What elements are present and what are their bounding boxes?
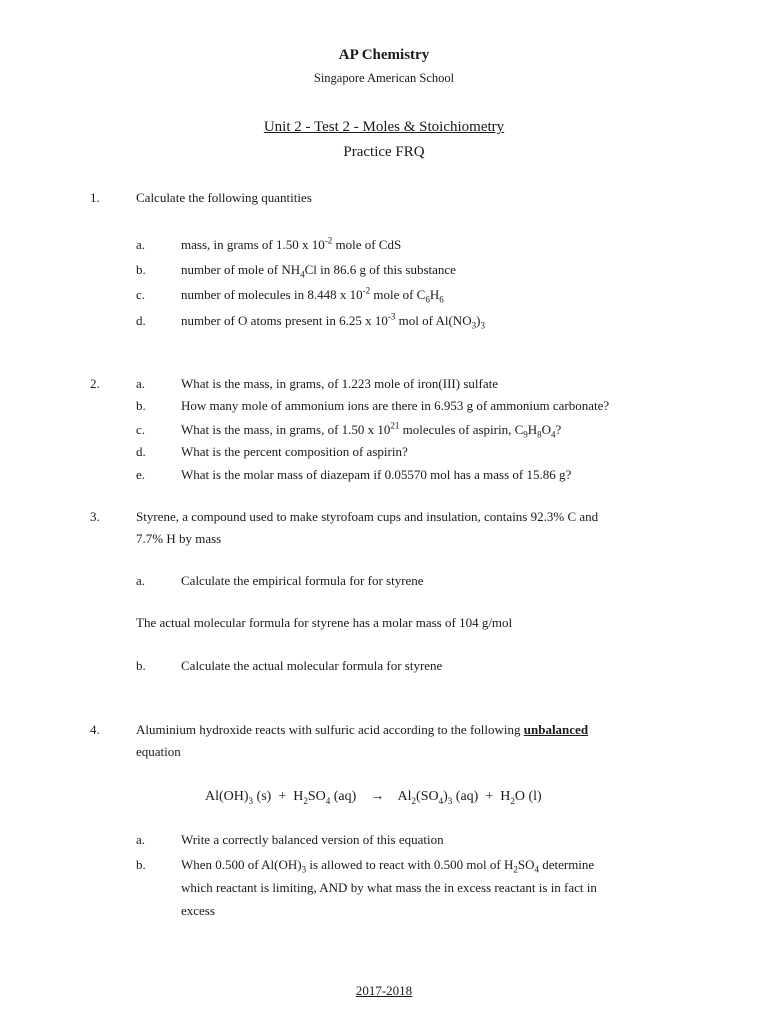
q1b-label: b.	[136, 262, 146, 277]
q4-line1: Aluminium hydroxide reacts with sulfuric acid according to the following unbalanced	[136, 722, 589, 737]
q1-intro: Calculate the following quantities	[136, 190, 312, 205]
school-name: Singapore American School	[313, 71, 455, 85]
q2c-text: What is the mass, in grams, of 1.50 x $10^{21}$ molecules of aspirin, $C_9H_8O_4$?	[181, 420, 562, 440]
q4-line2: equation	[136, 744, 181, 759]
q2d-text: What is the percent composition of aspirin?	[181, 444, 408, 459]
q2c-label: c.	[136, 422, 146, 437]
q3a-text: Calculate the empirical formula for for styrene	[181, 573, 424, 588]
q1c-text: number of molecules in 8.448 x $10^{-2}$ mole of $C_6H_6$	[181, 285, 444, 305]
q3b-label: b.	[136, 658, 146, 673]
q4b-line2: which reactant is limiting, AND by what mass the in excess reactant is in fact in	[181, 880, 597, 895]
q1a-label: a.	[136, 237, 146, 252]
course-title: AP Chemistry	[338, 47, 430, 63]
chemical-equation: $Al(OH)_3$ $(s) + H_2SO_4$ (aq) → $Al_2(SO_4)_3$ $(aq) + H_2O$ (l)	[205, 789, 542, 806]
q4b-line1: When 0.500 of $Al(OH)_3$ is allowed to react with 0.500 mol of $H_2SO_4$ determine	[181, 857, 595, 875]
q2-number: 2.	[90, 376, 100, 391]
q3-number: 3.	[90, 509, 100, 524]
footer-year: 2017-2018	[355, 983, 413, 998]
q4b-line3: excess	[181, 903, 215, 918]
q2e-label: e.	[136, 467, 146, 482]
q4b-label: b.	[136, 857, 146, 872]
q2d-label: d.	[136, 444, 146, 459]
reaction-arrow-icon: →	[370, 789, 385, 804]
q3-mid-text: The actual molecular formula for styrene has a molar mass of 104 g/mol	[136, 615, 513, 630]
q4-number: 4.	[90, 722, 100, 737]
unit-title: Unit 2 - Test 2 - Moles & Stoichiometry	[263, 119, 505, 135]
q4a-text: Write a correctly balanced version of this equation	[181, 832, 444, 847]
q2a-label: a.	[136, 376, 146, 391]
q1b-text: number of mole of $NH_4Cl$ in 86.6 g of this substance	[181, 262, 456, 280]
q2b-text: How many mole of ammonium ions are there in 6.953 g of ammonium carbonate?	[181, 398, 610, 413]
q3-line2: 7.7% H by mass	[136, 531, 222, 546]
q2a-text: What is the mass, in grams, of 1.223 mole of iron(III) sulfate	[181, 376, 498, 391]
q1-number: 1.	[90, 190, 100, 205]
q3-line1: Styrene, a compound used to make styrofoam cups and insulation, contains 92.3% C and	[136, 509, 599, 524]
q2b-label: b.	[136, 398, 146, 413]
q2e-text: What is the molar mass of diazepam if 0.05570 mol has a mass of 15.86 g?	[181, 467, 572, 482]
q1c-label: c.	[136, 287, 146, 302]
q4a-label: a.	[136, 832, 146, 847]
q1a-text: mass, in grams of 1.50 x $10^{-2}$ mole of CdS	[181, 235, 402, 252]
q3a-label: a.	[136, 573, 146, 588]
q1d-text: number of O atoms present in 6.25 x $10^{-3}$ mol of $Al(NO_3)_3$	[181, 311, 485, 331]
q1d-label: d.	[136, 313, 146, 328]
q3b-text: Calculate the actual molecular formula for styrene	[181, 658, 443, 673]
page-subtitle: Practice FRQ	[343, 144, 425, 160]
